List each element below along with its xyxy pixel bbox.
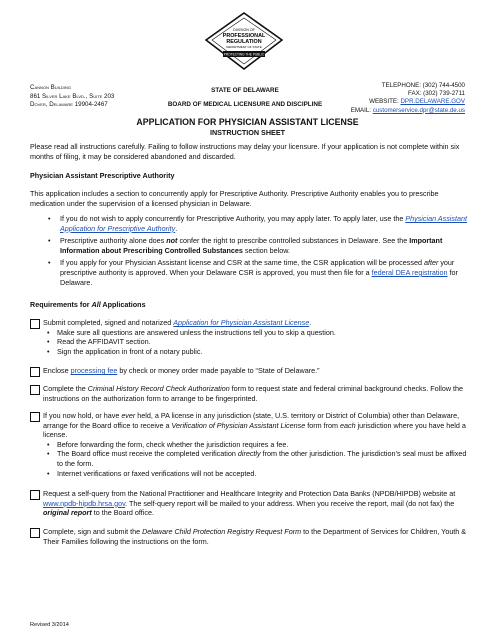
website-link[interactable]: DPR.DELAWARE.GOV [400,98,465,106]
requirement-item: Complete, sign and submit the Delaware Child Protection Registry Request Form to the Department of Services for Children, Youth & Their Families following the instructions on the form. [30,527,470,546]
requirement-checkbox[interactable] [30,490,40,500]
sub-bullet: • Read the AFFIDAVIT section. [43,337,470,347]
email-line [351,107,465,115]
division-seal-logo [205,12,283,70]
pa-bullet: • If you do not wish to apply concurrently for Prescriptive Authority, you may apply later. To apply later, use the Physician Assistant Application for Prescriptive Authority. [30,214,470,233]
office-address [30,84,114,110]
board-heading [150,84,340,112]
sub-bullet: • Internet verifications or faxed verifications will not be accepted. [43,469,470,479]
address-line: Cannon Building [30,84,71,91]
telephone: TELEPHONE: (302) 744-4500 [381,82,465,89]
application-link[interactable]: Application for Physician Assistant License [173,318,310,327]
sub-bullet: • The Board office must receive the completed verification directly from the other jurisdiction. The jurisdiction’s seal must be affixed to the form. [43,449,470,468]
email-link[interactable]: customerservice.dpr@state.de.us [372,106,465,114]
requirement-item: Request a self-query from the National Practitioner and Healthcare Integrity and Protection Data Banks (NPDB/HIPDB) website at www.npdb-hipdb.hrsa.gov. The self-query report will be mailed to your address. When you receive the report, mail (do not fax) the original report to the Board office. [30,489,470,518]
document-title: APPLICATION FOR PHYSICIAN ASSISTANT LICENSE [136,117,359,127]
pa-bullets [30,214,470,290]
sub-bullet: • Make sure all questions are answered unless the instructions tell you to skip a question. [43,328,470,338]
requirement-checkbox[interactable] [30,412,40,422]
npdb-website-link[interactable]: www.npdb-hipdb.hrsa.gov [43,498,126,508]
pa-intro-paragraph: This application includes a section to concurrently apply for Prescriptive Authority. Prescriptive Authority enables you to prescribe medication under the supervision of a licensed physician in Delaware. [30,189,439,208]
pa-bullet: • Prescriptive authority alone does not confer the right to prescribe controlled substances in Delaware. See the Important Information about Prescribing Controlled Substances section below. [30,236,470,255]
address-line: Dover, Delaware 19904-2467 [30,101,108,109]
pa-section-heading: Physician Assistant Prescriptive Authority [30,171,175,180]
requirement-checkbox[interactable] [30,367,40,377]
contact-info [351,82,465,115]
requirement-checkbox[interactable] [30,385,40,395]
dea-registration-link[interactable]: federal DEA registration [371,267,448,277]
website-line [351,98,465,106]
seal-line3: REGULATION [226,39,262,45]
address-line: 861 Silver Lake Blvd., Suite 203 [30,92,115,100]
requirement-checkbox[interactable] [30,528,40,538]
intro-paragraph: Please read all instructions carefully. Failing to follow instructions may delay your licensure. If your application is not complete within six months of filing, it may be considered abandoned and discarded. [30,142,460,161]
board-name: BOARD OF MEDICAL LICENSURE AND DISCIPLINE [167,101,323,108]
revision-date: Revised 3/2014 [30,622,69,628]
sub-bullet: • Sign the application in front of a notary public. [43,347,470,357]
seal-line1: DIVISION OF [233,28,255,32]
requirement-item: If you now hold, or have ever held, a PA license in any jurisdiction (state, U.S. territory or District of Columbia) other than Delaware, arrange for the Board office to receive a Verification of Physician Assistant License form from each jurisdiction where you have held a license. • Before forwarding the form, check whether the jurisdiction requires a fee. • The Board office must receive the completed verification directly from the other jurisdiction. The jurisdiction’s seal must be affixed to the form. • Internet verifications or faxed verifications will not be accepted. [30,411,470,478]
requirement-item: Complete the Criminal History Record Check Authorization form to request state and federal criminal background checks. Follow the instructions on the authorization form to arrange to be fingerprinted. [30,384,470,403]
seal-line4: DEPARTMENT OF STATE [226,45,262,49]
email-label: EMAIL: [350,106,373,114]
seal-band: PROTECTING THE PUBLIC [223,52,265,57]
requirement-checkbox[interactable] [30,319,40,329]
seal-line2: PROFESSIONAL [222,33,266,39]
website-label: WEBSITE: [369,98,401,106]
sub-bullet: • Before forwarding the form, check whether the jurisdiction requires a fee. [43,440,470,450]
prescriptive-authority-link[interactable]: Physician Assistant Application for Prescriptive Authority [60,214,467,233]
document-subtitle: INSTRUCTION SHEET [209,128,286,137]
fax: FAX: (302) 739-2711 [408,90,465,98]
state-name: STATE OF DELAWARE [211,87,279,94]
requirement-item: Enclose processing fee by check or money order made payable to “State of Delaware.” [30,366,470,376]
requirements-heading: Requirements for All Applications [30,300,146,309]
pa-bullet: • If you apply for your Physician Assistant license and CSR at the same time, the CSR application will be processed after your prescriptive authority is approved. When your Delaware CSR is approved, you must then file for a federal DEA registration for Delaware. [30,258,470,287]
requirement-item: Submit completed, signed and notarized Application for Physician Assistant License. • Make sure all questions are answered unless the instructions tell you to skip a question. • Read the AFFIDAVIT section. • Sign the application in front of a notary public. [30,318,470,356]
processing-fee-link[interactable]: processing fee [70,366,118,375]
